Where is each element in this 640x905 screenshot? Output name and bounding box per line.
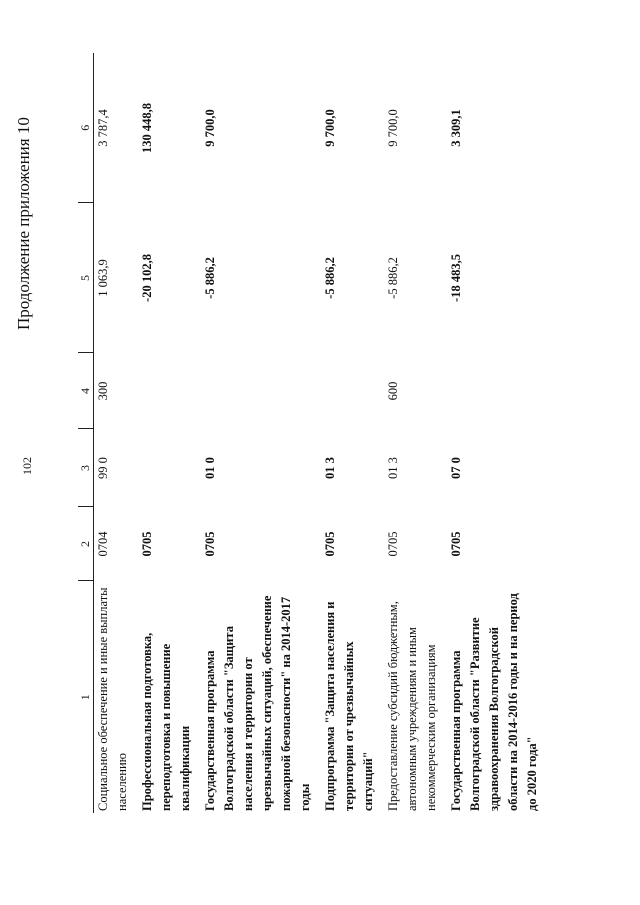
header-col-4: 4 [78, 353, 94, 429]
page-number: 102 [20, 457, 34, 475]
header-row [78, 53, 94, 813]
budget-table [78, 53, 548, 813]
continuation-note: Продолжение приложения 10 [14, 117, 33, 330]
row-program: 01 3 [386, 457, 400, 479]
row-name: Социальное обеспечение и иные выплаты населению [96, 587, 129, 811]
header-col-6: 6 [78, 53, 94, 203]
row-program: 01 3 [323, 457, 337, 479]
row-name: Государственная программа Волгоградской области "Развитие здравоохранения Волгоградской области на 2014-2016 годы и на период до 2020 года" [449, 593, 539, 811]
table-row [138, 53, 201, 813]
row-expense: 600 [386, 381, 400, 401]
row-expense [138, 353, 201, 429]
row-change: -20 102,8 [140, 254, 154, 302]
header-col-1: 1 [78, 581, 94, 813]
row-section: 0705 [203, 531, 217, 557]
row-total: 9 700,0 [323, 109, 337, 147]
row-expense: 300 [96, 381, 110, 401]
row-total: 3 309,1 [449, 109, 463, 147]
row-section: 0704 [96, 531, 110, 557]
row-expense [447, 353, 548, 429]
row-name: Государственная программа Волгоградской области "Защита населения и территории от чрезвычайных ситуаций, обеспечение пожарной безопасности" на 2014-2017 годы [203, 595, 312, 811]
header-col-3: 3 [78, 429, 94, 507]
row-program: 07 0 [449, 457, 463, 479]
row-name: Профессиональная подготовка, переподготовка и повышение квалификации [140, 632, 192, 811]
row-total: 9 700,0 [386, 109, 400, 147]
row-name: Предоставление субсидий бюджетным, автономным учреждениям и иным некоммерческим организациям [386, 601, 438, 811]
row-section: 0705 [140, 531, 154, 557]
table-row [201, 53, 321, 813]
row-expense [321, 353, 384, 429]
row-section: 0705 [386, 531, 400, 557]
header-col-2: 2 [78, 507, 94, 581]
row-change: -18 483,5 [449, 254, 463, 302]
row-program: 99 0 [96, 457, 110, 479]
row-change: -5 886,2 [203, 257, 217, 299]
row-program: 01 0 [203, 457, 217, 479]
row-change: -5 886,2 [323, 257, 337, 299]
row-name: Подпрограмма "Защита населения и территории от чрезвычайных ситуаций" [323, 601, 375, 811]
row-section: 0705 [323, 531, 337, 557]
table-row [384, 53, 447, 813]
row-section: 0705 [449, 531, 463, 557]
table-row [94, 53, 139, 813]
table-row [321, 53, 384, 813]
row-total: 130 448,8 [140, 103, 154, 153]
row-expense [201, 353, 321, 429]
row-program [138, 429, 201, 507]
table-row [447, 53, 548, 813]
row-change: 1 063,9 [96, 259, 110, 297]
row-total: 3 787,4 [96, 109, 110, 147]
row-change: -5 886,2 [386, 257, 400, 299]
row-total: 9 700,0 [203, 109, 217, 147]
header-col-5: 5 [78, 203, 94, 353]
